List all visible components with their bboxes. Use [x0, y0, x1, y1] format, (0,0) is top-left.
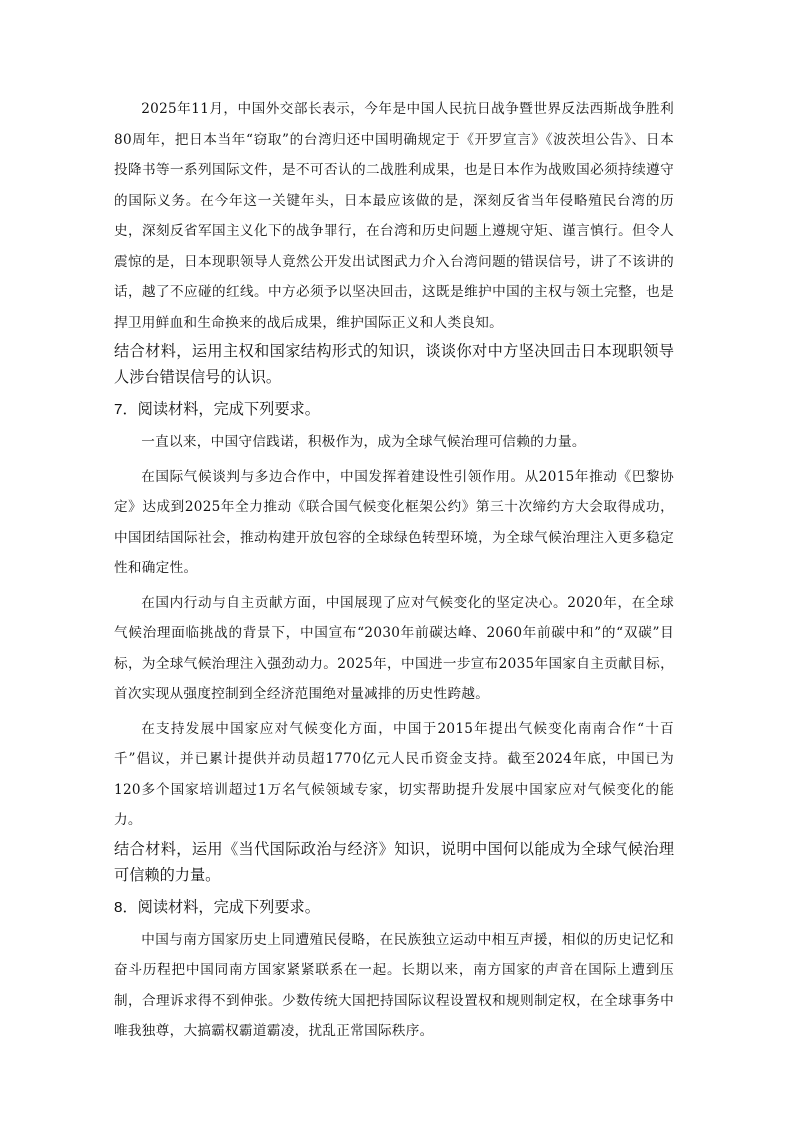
material-paragraph: 一直以来，中国守信践诺，积极作为，成为全球气候治理可信赖的力量。 — [141, 434, 586, 450]
material-paragraph: 2025年11月，中国外交部长表示，今年是中国人民抗日战争暨世界反法西斯战争胜利80周年，把日本当年“窃取”的台湾归还中国明确规定于《开罗宣言》《波茨坦公告》、日本投降书等一系列国际文件，是不可否认的二战胜利成果，也是日本作为战败国必须持续遵守的国际义务。在今年这一关键年头，日本最应该做的是，深刻反省当年侵略殖民台湾的历史，深刻反省军国主义化下的战争罪行，在台湾和历史问题上遵规守矩、谨言慎行。但令人震惊的是，日本现职领导人竟然公开发出试图武力介入台湾问题的错误信号，讲了不该讲的话，越了不应碰的红线。中方必须予以坚决回击，这既是维护中国的主权与领土完整，也是捍卫用鲜血和生命换来的战后成果，维护国际正义和人类良知。 — [114, 101, 674, 331]
material-paragraph: 在支持发展中国家应对气候变化方面，中国于2015年提出气候变化南南合作“十百千”倡议，并已累计提供并动员超1770亿元人民币资金支持。截至2024年底，中国已为120多个国家培训超过1万名气候领域专家，切实帮助提升发展中国家应对气候变化的能力。 — [114, 720, 674, 828]
material-paragraph: 在国内行动与自主贡献方面，中国展现了应对气候变化的坚定决心。2020年，在全球气候治理面临挑战的背景下，中国宣布“2030年前碳达峰、2060年前碳中和”的“双碳”目标，为全球气候治理注入强劲动力。2025年，中国进一步宣布2035年国家自主贡献目标，首次实现从强度控制到全经济范围绝对量减排的历史性跨越。 — [114, 594, 674, 702]
document-page — [114, 94, 674, 1047]
material-paragraph: 中国与南方国家历史上同遭殖民侵略，在民族独立运动中相互声援，相似的历史记忆和奋斗历程把中国同南方国家紧紧联系在一起。长期以来，南方国家的声音在国际上遭到压制，合理诉求得不到伸张。少数传统大国把持国际议程设置权和规则制定权，在全球事务中唯我独尊，大搞霸权霸道霸凌，扰乱正常国际秩序。 — [114, 931, 674, 1039]
question-heading: 7．阅读材料，完成下列要求。 — [114, 401, 320, 418]
question-text: 结合材料，运用《当代国际政治与经济》知识，说明中国何以能成为全球气候治理可信赖的力量。 — [114, 840, 674, 884]
material-paragraph: 在国际气候谈判与多边合作中，中国发挥着建设性引领作用。从2015年推动《巴黎协定》达成到2025年全力推动《联合国气候变化框架公约》第三十次缔约方大会取得成功，中国团结国际社会，推动构建开放包容的全球绿色转型环境，为全球气候治理注入更多稳定性和确定性。 — [114, 468, 674, 576]
question-heading: 8．阅读材料，完成下列要求。 — [114, 898, 320, 916]
question-text: 结合材料，运用主权和国家结构形式的知识，谈谈你对中方坚决回击日本现职领导人涉台错误信号的认识。 — [114, 343, 674, 386]
